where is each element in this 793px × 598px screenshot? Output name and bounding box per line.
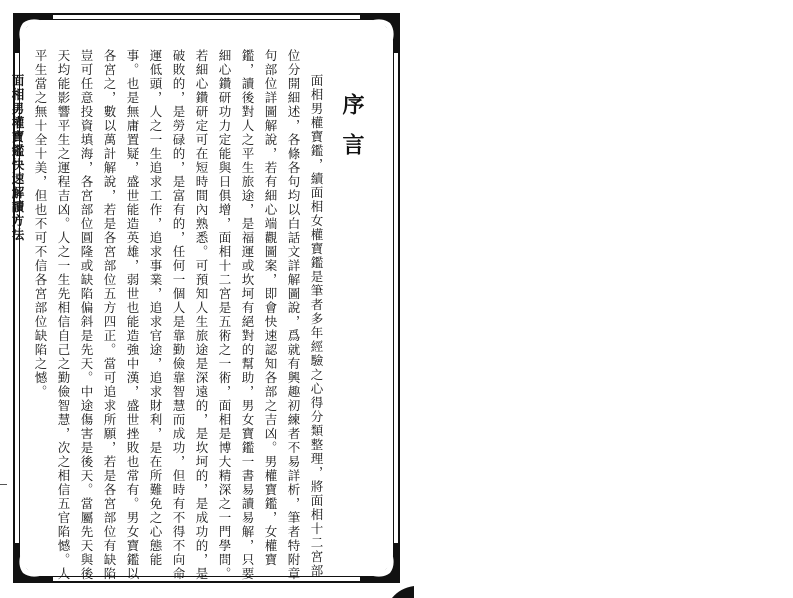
- preface-paragraph: 面相男權寶鑑，續面相女權寶鑑是筆者多年經驗之心得分類整理，將面相十二宮部位分開細述，各條各句均以白話文詳解圖說，爲就有興趣初練者不易詳析，筆者特附章句部位詳圖解說，若有細心端觀圖案，即會快速認知各部之吉凶。男權寶鑑，女權寶鑑，讀後對人之平生旅途，是福運或坎坷有絕對的幫助，男女寶鑑一書易讀易解，只要細心鑽研功力定能與日俱增，面相十二宮是五術之一術，面相是博大精深之一門學問。若細心鑽研定可在短時間內熟悉。可預知人生旅途是深遠的，是坎坷的，是成功的，是破敗的，是勞碌的，是富有的，任何一個人是靠勤儉靠智慧而成功，但時有不得不向命運低頭，人之一生追求工作，追求事業，追求官途，追求財利，是在所難免之心態能事。也是無庸置疑，盛世能造英雄，弱世也能造強中漢，盛世挫敗也常有。男女寶鑑以各宮之，數以萬計解說，若是各宮部位五方四正。當可追求所願，若是各宮部位有缺陷豈可任意投資填海，各宮部位圓隆或缺陷偏斜是先天。中途傷害是後天。當屬先天與後天均能影響平生之運程吉凶。人之一生先相信自己之勤儉智慧，次之相信五官陷憾。人平生當之無十全十美，但也不可不信各宮部位缺陷之憾。: [33, 49, 324, 581]
- binding-shadow-icon: [392, 586, 414, 598]
- preface-body: [0, 49, 328, 585]
- corner-ornament-icon: [358, 541, 400, 583]
- section-subheading: 面相男權寶鑑快速解讀方法: [10, 74, 25, 242]
- page-heading: 序言: [339, 93, 365, 173]
- scan-margin: [773, 0, 793, 598]
- corner-ornament-icon: [358, 13, 400, 55]
- page-border: [10, 13, 400, 583]
- margin-tick: [0, 484, 7, 485]
